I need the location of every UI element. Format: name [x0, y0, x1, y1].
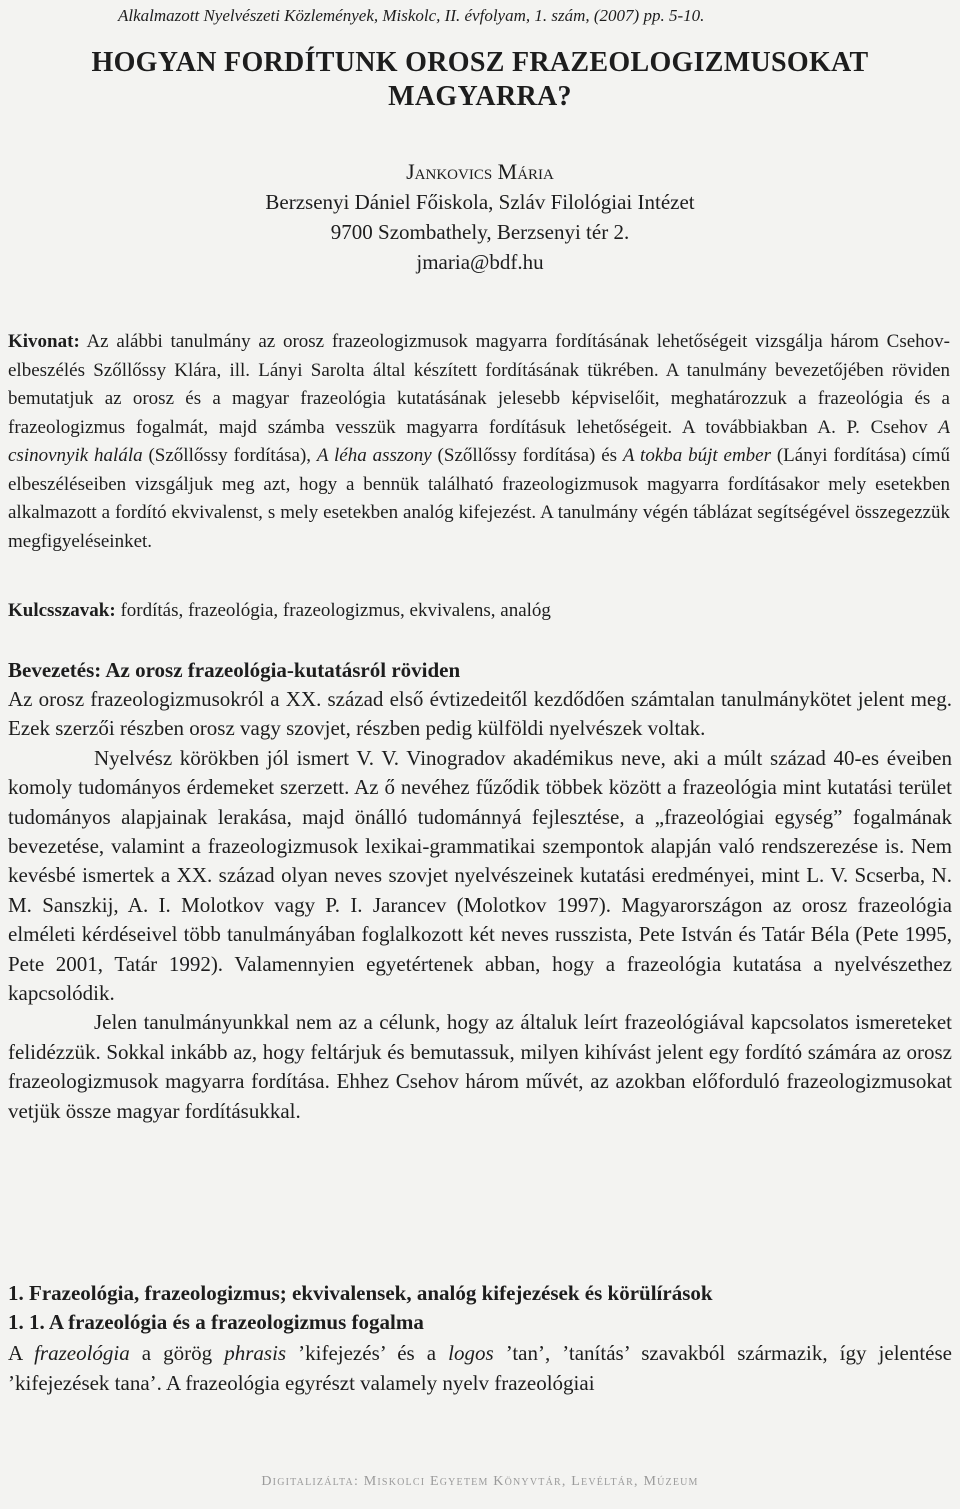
- author-name: Jankovics Mária: [406, 159, 554, 184]
- abstract-text-2: (Szőllőssy fordítása),: [142, 445, 317, 466]
- abstract-label: Kivonat:: [8, 331, 80, 352]
- article-title: [40, 46, 920, 114]
- section-1-heading: 1. Frazeológia, frazeologizmus; ekvivalensek, analóg kifejezések és körülírások: [8, 1281, 713, 1305]
- intro-heading: Bevezetés: Az orosz frazeológia-kutatásról röviden: [8, 658, 461, 682]
- abstract-text-4: (Lányi fordítása) című elbeszéléseiben vizsgáljuk meg azt, hogy a bennük található frazeologizmusok magyarra fordításakor mely esetekben alkalmazott a fordító ekvivalenst, s mely esetekben analóg kifejezést. A tanulmány végén táblázat segítségével összegezzük megfigyeléseinket.: [8, 445, 950, 552]
- abstract-work-2: A léha asszony: [316, 445, 432, 466]
- term-frazeologia: frazeológia: [34, 1341, 130, 1365]
- abstract-work-3: A tokba bújt ember: [622, 445, 771, 466]
- title-line-1: HOGYAN FORDÍTUNK OROSZ FRAZEOLOGIZMUSOKAT: [91, 47, 869, 78]
- author-block: [40, 157, 920, 277]
- intro-paragraph-3: Jelen tanulmányunkkal nem az a célunk, hogy az általuk leírt frazeológiával kapcsolatos ismereteket felidézzük. Sokkal inkább az, hogy feltárjuk és bemutassuk, milyen kihívást jelent egy fordító számára az orosz frazeologizmusok magyarra fordítása. Ehhez Csehov három művét, az azokban előforduló frazeologizmusokat vetjük össze magyar fordításukkal.: [8, 1010, 952, 1123]
- term-logos: logos: [448, 1341, 494, 1365]
- intro-paragraph-1: Az orosz frazeologizmusokról a XX. század első évtizedeitől kezdődően számtalan tanulmánykötet jelent meg. Ezek szerzői részben orosz vagy szovjet, részben pedig külföldi nyelvészek voltak.: [8, 687, 952, 741]
- keywords: [8, 597, 950, 625]
- text-segment: ’kifejezés’ és a: [286, 1341, 449, 1365]
- section-1-1-body: [8, 1338, 952, 1398]
- keywords-label: Kulcsszavak:: [8, 600, 116, 621]
- journal-header: Alkalmazott Nyelvészeti Közlemények, Miskolc, II. évfolyam, 1. szám, (2007) pp. 5-10.: [118, 6, 705, 25]
- digitization-footer: Digitalizálta: Miskolci Egyetem Könyvtár, Levéltár, Múzeum: [261, 1474, 699, 1489]
- author-email: jmaria@bdf.hu: [416, 250, 544, 274]
- intro-paragraph-2: Nyelvész körökben jól ismert V. V. Vinogradov akadémikus neve, aki a múlt század 40-es éveiben komoly tudományos érdemeket szerzett. Az ő nevéhez fűződik többek között a frazeológia mint kutatási terület tudományos alapjainak lerakása, majd önálló tudománnyá fejlesztése, a „frazeológiai egység” fogalmának bevezetése, valamint a frazeologizmusok lexikai-grammatikai szempontok alapján való rendszerezése is. Nem kevésbé ismertek a XX. század olyan neves szovjet nyelvészeinek kutatási eredményei, mint L. V. Scserba, N. M. Sanszkij, A. I. Molotkov vagy P. I. Jarancev (Molotkov 1997). Magyarországon az orosz frazeológia elméleti kérdéseivel több tanulmányában foglalkozott két neves russzista, Pete István és Tatár Béla (Pete 1995, Pete 2001, Tatár 1992). Valamennyien egyetértenek abban, hogy a frazeológia kutatása a nyelvészethez kapcsolódik.: [8, 745, 952, 1006]
- abstract-work-1: A csinovnyik halála: [8, 416, 950, 466]
- section-1-1-heading: 1. 1. A frazeológia és a frazeologizmus fogalma: [8, 1310, 424, 1334]
- section-1-1-paragraph: [8, 1338, 952, 1398]
- term-phrasis: phrasis: [224, 1341, 287, 1365]
- abstract-text-3: (Szőllőssy fordítása) és: [431, 445, 623, 466]
- text-segment: A: [8, 1341, 35, 1365]
- text-segment: a görög: [129, 1341, 225, 1365]
- author-address: 9700 Szombathely, Berzsenyi tér 2.: [330, 220, 630, 244]
- keywords-text: fordítás, frazeológia, frazeologizmus, ekvivalens, analóg: [115, 600, 551, 621]
- author-affiliation: Berzsenyi Dániel Főiskola, Szláv Filológiai Intézet: [265, 190, 695, 214]
- text-segment: ’tan’, ’tanítás’ szavakból származik, így jelentése ’kifejezések tana’. A frazeológia egyrészt valamely nyelv frazeológiai: [8, 1341, 952, 1395]
- abstract-text-1: Az alábbi tanulmány az orosz frazeologizmusok magyarra fordításának lehetőségeit vizsgálja három Csehov-elbeszélés Szőllőssy Klára, ill. Lányi Sarolta által készített fordításának tükrében. A tanulmány bevezetőjében röviden bemutatjuk az orosz és a magyar frazeológia kutatásának jelesebb képviselőit, meghatározzuk a frazeológia és a frazeologizmus fogalmát, majd számba vesszük magyarra fordításuk lehetőségeit. A továbbiakban A. P. Csehov: [8, 331, 950, 438]
- title-line-2: MAGYARRA?: [388, 81, 572, 112]
- intro-body: [8, 685, 952, 1126]
- abstract: [8, 328, 950, 556]
